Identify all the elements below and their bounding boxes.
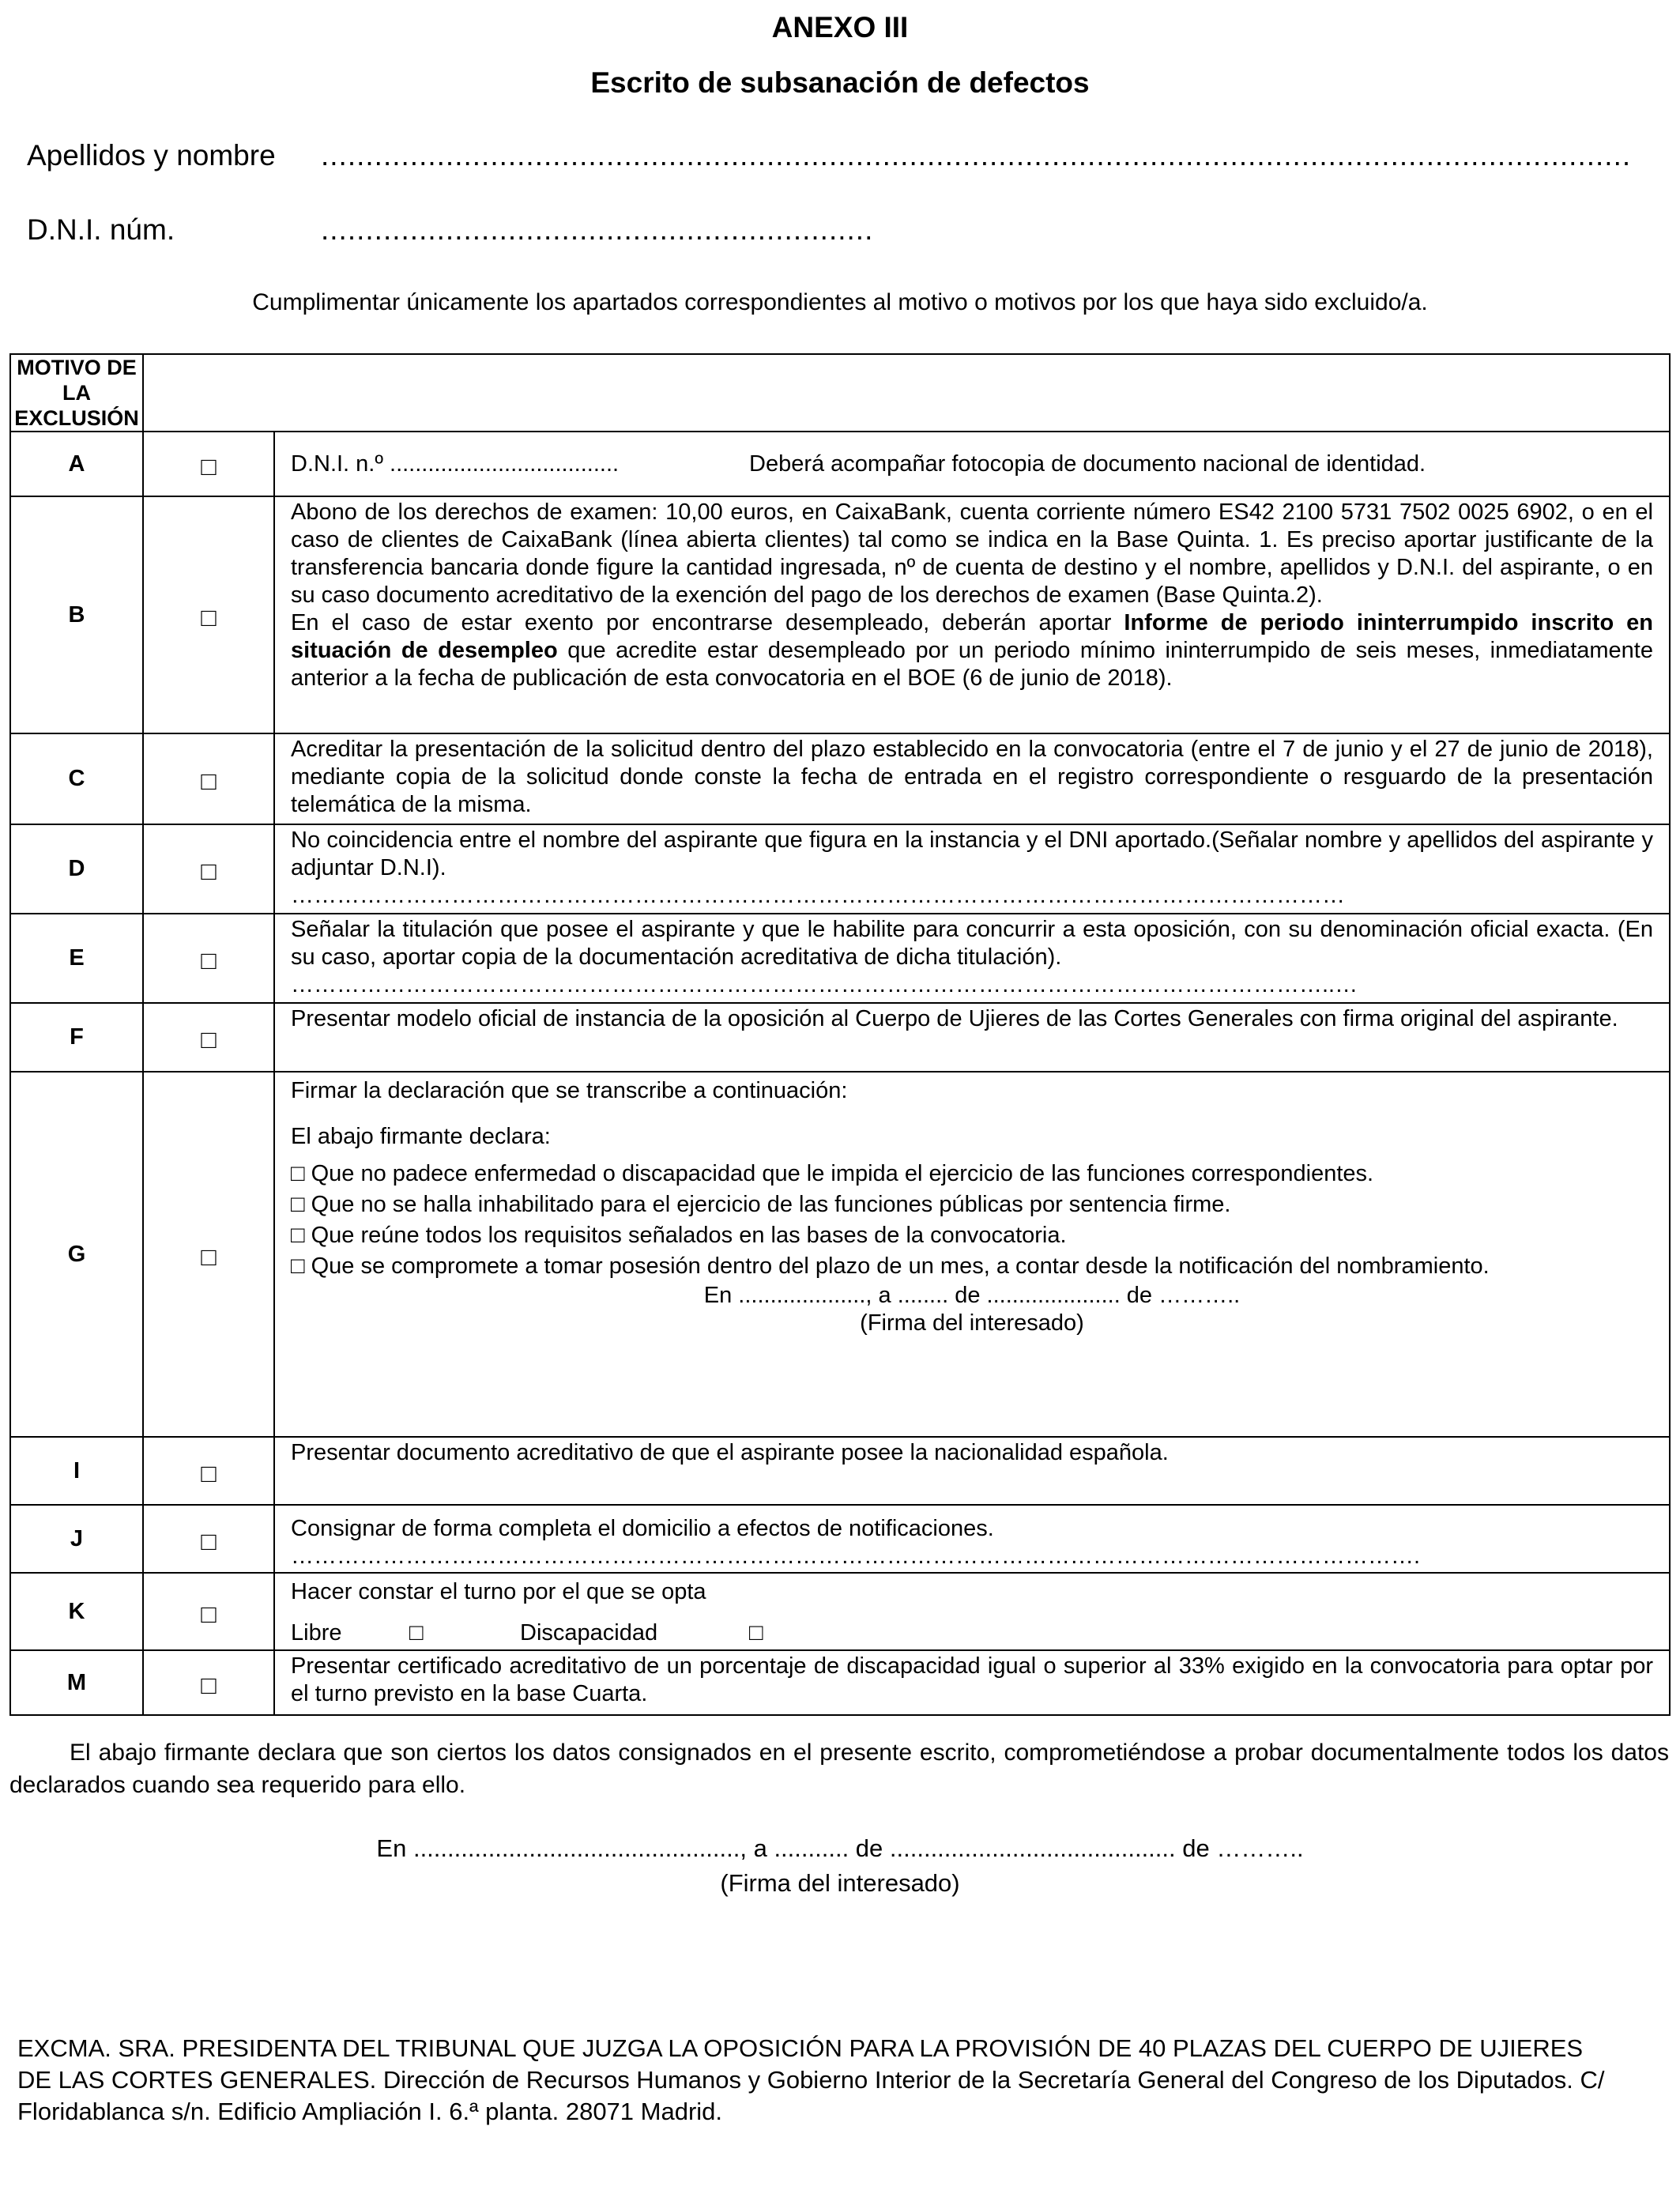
row-letter: I — [10, 1437, 143, 1505]
row-d-input[interactable]: ………………………………………………………………………………………………………………………… — [291, 883, 1345, 908]
checkbox-a[interactable]: □ — [143, 432, 274, 496]
checkbox-d[interactable]: □ — [143, 824, 274, 914]
checkbox-c[interactable]: □ — [143, 733, 274, 824]
row-b-p2-bold: Informe de periodo ininterrumpido inscrito en situación de desempleo — [291, 610, 1653, 663]
row-k-options — [291, 1619, 1653, 1647]
declaration-item[interactable]: □ Que no se halla inhabilitado para el ejercicio de las funciones públicas por sentencia firme. — [291, 1192, 1231, 1217]
row-m — [10, 1650, 1670, 1715]
row-e — [10, 914, 1670, 1003]
row-f-desc: Presentar modelo oficial de instancia de la oposición al Cuerpo de Ujieres de las Cortes Generales con firma original del aspirante. — [274, 1003, 1670, 1072]
name-label: Apellidos y nombre — [27, 139, 276, 172]
row-letter: G — [10, 1072, 143, 1437]
exclusion-table — [9, 353, 1671, 1716]
checkbox-m[interactable]: □ — [143, 1650, 274, 1715]
instructions: Cumplimentar únicamente los apartados correspondientes al motivo o motivos por los que haya sido excluido/a. — [252, 289, 1428, 315]
table-header-blank — [143, 354, 1670, 432]
row-a-text: Deberá acompañar fotocopia de documento nacional de identidad. — [749, 450, 1426, 477]
row-e-desc — [274, 914, 1670, 1003]
row-b-p2-post: que acredite estar desempleado por un periodo mínimo ininterrumpido de seis meses, inmediatamente anterior a la fecha de publicación de esta convocatoria en el BOE (6 de junio de 2018). — [291, 638, 1653, 691]
discapacidad-label: Discapacidad — [520, 1620, 658, 1646]
document-subtitle: Escrito de subsanación de defectos — [590, 66, 1090, 99]
row-j-input[interactable]: …………………………………………………………………………………………………………………………………. — [291, 1544, 1421, 1569]
declaration-text: El abajo firmante declara que son ciertos los datos consignados en el presente escrito, comprometiéndose a probar documentalmente todos los datos declarados cuando sea requerido para ello. — [9, 1740, 1669, 1798]
row-g-intro: Firmar la declaración que se transcribe a continuación: — [291, 1078, 848, 1103]
row-b-p2-pre: En el caso de estar exento por encontrarse desempleado, deberán aportar — [291, 610, 1112, 635]
table-header: MOTIVO DE LA EXCLUSIÓN — [10, 354, 143, 432]
row-d-text: No coincidencia entre el nombre del aspirante que figura en la instancia y el DNI aportado.(Señalar nombre y apellidos del aspirante y adjuntar D.N.I). — [291, 827, 1653, 880]
checkbox-i[interactable]: □ — [143, 1437, 274, 1505]
checkbox-b[interactable]: □ — [143, 496, 274, 733]
row-j-text: Consignar de forma completa el domicilio a efectos de notificaciones. — [291, 1516, 994, 1541]
row-letter: J — [10, 1505, 143, 1573]
row-b-paragraph-2 — [291, 609, 1653, 692]
row-letter: D — [10, 824, 143, 914]
name-field[interactable]: ................................................................................................................................................... — [321, 139, 1632, 172]
row-j-desc — [274, 1505, 1670, 1573]
row-k-text: Hacer constar el turno por el que se opta — [291, 1579, 706, 1604]
row-e-text: Señalar la titulación que posee el aspirante y que le habilite para concurrir a esta oposición, con su denominación oficial exacta. (En su caso, aportar copia de la documentación acreditativa de dicha titulación). — [291, 917, 1653, 970]
row-g-signature: (Firma del interesado) — [860, 1310, 1084, 1336]
row-a-desc — [274, 432, 1670, 496]
row-g-items — [291, 1159, 1653, 1282]
signature-label: (Firma del interesado) — [720, 1869, 960, 1897]
dni-reference: D.N.I. n.º .................................... — [291, 450, 620, 477]
row-g-declares: El abajo firmante declara: — [291, 1124, 551, 1149]
declaration-item[interactable]: □ Que se compromete a tomar posesión dentro del plazo de un mes, a contar desde la notificación del nombramiento. — [291, 1253, 1490, 1279]
annex-title: ANEXO III — [771, 11, 909, 43]
table-header-row — [10, 354, 1670, 432]
addressee-footer: EXCMA. SRA. PRESIDENTA DEL TRIBUNAL QUE JUZGA LA OPOSICIÓN PARA LA PROVISIÓN DE 40 PLAZAS DEL CUERPO DE UJIERES DE LAS CORTES GENERALES. Dirección de Recursos Humanos y Gobierno Interior de la Secretaría General del Congreso de los Diputados. C/ Floridablanca s/n. Edificio Ampliación I. 6.ª planta. 28071 Madrid. — [17, 2034, 1605, 2125]
checkbox-g[interactable]: □ — [143, 1072, 274, 1437]
row-m-desc: Presentar certificado acreditativo de un porcentaje de discapacidad igual o superior al 33% exigido en la convocatoria para optar por el turno previsto en la base Cuarta. — [274, 1650, 1670, 1715]
row-letter: E — [10, 914, 143, 1003]
libre-label: Libre — [291, 1620, 342, 1646]
row-i-desc: Presentar documento acreditativo de que el aspirante posee la nacionalidad española. — [274, 1437, 1670, 1505]
row-letter: B — [10, 496, 143, 733]
row-j — [10, 1505, 1670, 1573]
libre-checkbox[interactable]: □ — [409, 1620, 424, 1646]
row-letter: M — [10, 1650, 143, 1715]
row-g-desc — [274, 1072, 1670, 1437]
row-g-place-date[interactable]: En ...................., a ........ de ..................... de ……….. — [703, 1283, 1241, 1308]
declaration-item[interactable]: □ Que no padece enfermedad o discapacidad que le impida el ejercicio de las funciones correspondientes. — [291, 1161, 1374, 1186]
declaration-item[interactable]: □ Que reúne todos los requisitos señalados en las bases de la convocatoria. — [291, 1223, 1067, 1248]
discapacidad-checkbox[interactable]: □ — [749, 1620, 763, 1646]
checkbox-k[interactable]: □ — [143, 1573, 274, 1650]
dni-label: D.N.I. núm. — [27, 213, 175, 246]
row-b-desc — [274, 496, 1670, 733]
row-letter: F — [10, 1003, 143, 1072]
row-a — [10, 432, 1670, 496]
row-d — [10, 824, 1670, 914]
row-c-desc: Acreditar la presentación de la solicitud dentro del plazo establecido en la convocatoria (entre el 7 de junio y el 27 de junio de 2018), mediante copia de la solicitud donde conste la fecha de entrada en el registro correspondiente o resguardo de la presentación telemática de la misma. — [274, 733, 1670, 824]
row-k-desc — [274, 1573, 1670, 1650]
row-b-paragraph-1: Abono de los derechos de examen: 10,00 euros, en CaixaBank, cuenta corriente número ES42 2100 5731 7502 0025 6902, o en el caso de clientes de CaixaBank (línea abierta clientes) tal como se indica en la Base Quinta. 1. Es preciso aportar justificante de la transferencia bancaria donde figure la cantidad ingresada, nº de cuenta de destino y el nombre, apellidos y D.N.I. del aspirante, o en su caso documento acreditativo de la exención del pago de los derechos de examen (Base Quinta.2). — [291, 499, 1653, 608]
row-g — [10, 1072, 1670, 1437]
checkbox-j[interactable]: □ — [143, 1505, 274, 1573]
place-date-line[interactable]: En ................................................, a ........... de .......................................... de ……….. — [376, 1834, 1304, 1862]
dni-field[interactable]: .............................................................. — [321, 213, 874, 246]
row-f — [10, 1003, 1670, 1072]
row-d-desc — [274, 824, 1670, 914]
row-letter: A — [10, 432, 143, 496]
row-letter: K — [10, 1573, 143, 1650]
row-b — [10, 496, 1670, 733]
row-c — [10, 733, 1670, 824]
checkbox-f[interactable]: □ — [143, 1003, 274, 1072]
checkbox-e[interactable]: □ — [143, 914, 274, 1003]
row-letter: C — [10, 733, 143, 824]
row-i — [10, 1437, 1670, 1505]
row-e-input[interactable]: ………………………………………………………………………………………………………………………..… — [291, 972, 1358, 997]
row-k — [10, 1573, 1670, 1650]
